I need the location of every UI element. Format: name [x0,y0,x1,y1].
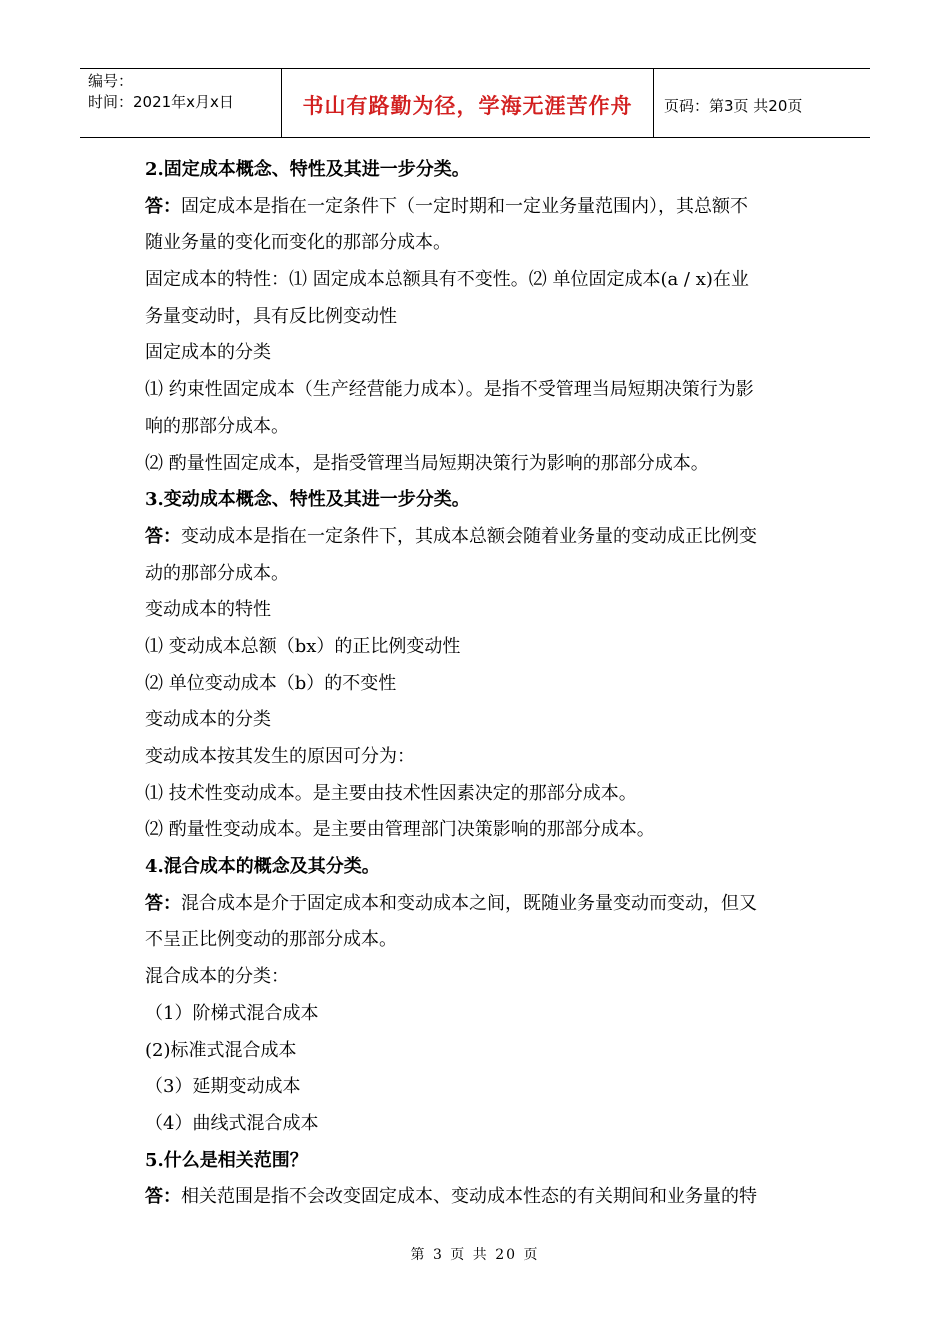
heading-text: 5.什么是相关范围？ [145,1149,308,1171]
header-page-label: 页码：第3页 共20页 [664,96,803,115]
line-text: 固定成本是指在一定条件下（一定时期和一定业务量范围内），其总额不 [181,195,748,217]
line-text: ⑴ 变动成本总额（bx）的正比例变动性 [145,635,461,657]
line-text: （3）延期变动成本 [145,1076,301,1098]
line-text: ⑴ 约束性固定成本（生产经营能力成本）。是指不受管理当局短期决策行为影 [145,379,754,401]
heading-text: 3.变动成本概念、特性及其进一步分类。 [145,489,470,511]
line-text: （1）阶梯式混合成本 [145,1002,319,1024]
answer-label: 答： [145,195,181,217]
answer-label: 答： [145,892,181,914]
line-text: 固定成本的特性：⑴ 固定成本总额具有不变性。⑵ 单位固定成本(a / x)在业 [145,269,749,291]
paragraph-line [145,1033,815,1070]
page-footer: 第 3 页 共 20 页 [410,1247,540,1263]
line-text: 固定成本的分类 [145,342,271,364]
line-text: 相关范围是指不会改变固定成本、变动成本性态的有关期间和业务量的特 [181,1186,757,1208]
line-text: 变动成本是指在一定条件下，其成本总额会随着业务量的变动成正比例变 [181,525,757,547]
paragraph-line [145,409,815,446]
header-left-cell [80,69,282,137]
paragraph-line [145,189,815,226]
paragraph-line [145,225,815,262]
heading-text: 2.固定成本概念、特性及其进一步分类。 [145,159,470,180]
line-text: 响的那部分成本。 [145,415,289,437]
serial-label: 编号： [88,72,134,90]
paragraph-line [145,592,815,629]
paragraph-line [145,776,815,813]
section-heading [145,482,815,519]
section-heading [145,1143,815,1180]
paragraph-line [145,372,815,409]
line-text: 变动成本的特性 [145,599,271,621]
line-text: 混合成本是介于固定成本和变动成本之间，既随业务量变动而变动，但又 [181,892,757,914]
paragraph-line [145,886,815,923]
line-text: (2)标准式混合成本 [145,1039,297,1061]
line-text: 随业务量的变化而变化的那部分成本。 [145,232,451,254]
header-motto: 书山有路勤为径，学海无涯苦作舟 [282,69,654,137]
paragraph-line [145,739,815,776]
line-text: ⑵ 单位变动成本（b）的不变性 [145,672,397,694]
paragraph-line [145,262,815,299]
paragraph-line [145,299,815,336]
document-body [145,152,815,1216]
line-text: 变动成本按其发生的原因可分为： [145,746,415,767]
paragraph-line [145,959,815,996]
date-label: 时间：2021年x月x日 [88,93,234,111]
line-text: 动的那部分成本。 [145,562,289,584]
paragraph-line [145,1106,815,1143]
section-heading [145,152,815,189]
line-text: 变动成本的分类 [145,709,271,731]
paragraph-line [145,446,815,483]
heading-text: 4.混合成本的概念及其分类。 [145,856,380,878]
line-text: ⑵ 酌量性变动成本。是主要由管理部门决策影响的那部分成本。 [145,819,655,841]
section-heading [145,849,815,886]
paragraph-line [145,629,815,666]
line-text: 务量变动时，具有反比例变动性 [145,305,397,327]
line-text: 混合成本的分类： [145,966,289,988]
line-text: ⑵ 酌量性固定成本，是指受管理当局短期决策行为影响的那部分成本。 [145,452,709,474]
paragraph-line [145,1069,815,1106]
paragraph-line [145,996,815,1033]
line-text: （4）曲线式混合成本 [145,1112,319,1134]
paragraph-line [145,335,815,372]
paragraph-line [145,556,815,593]
paragraph-line [145,812,815,849]
paragraph-line [145,702,815,739]
paragraph-line [145,666,815,703]
paragraph-line [145,519,815,556]
paragraph-line [145,1179,815,1216]
line-text: 不呈正比例变动的那部分成本。 [145,929,397,951]
line-text: ⑴ 技术性变动成本。是主要由技术性因素决定的那部分成本。 [145,782,637,804]
answer-label: 答： [145,525,181,547]
page-header [80,68,870,138]
answer-label: 答： [145,1186,181,1208]
paragraph-line [145,922,815,959]
